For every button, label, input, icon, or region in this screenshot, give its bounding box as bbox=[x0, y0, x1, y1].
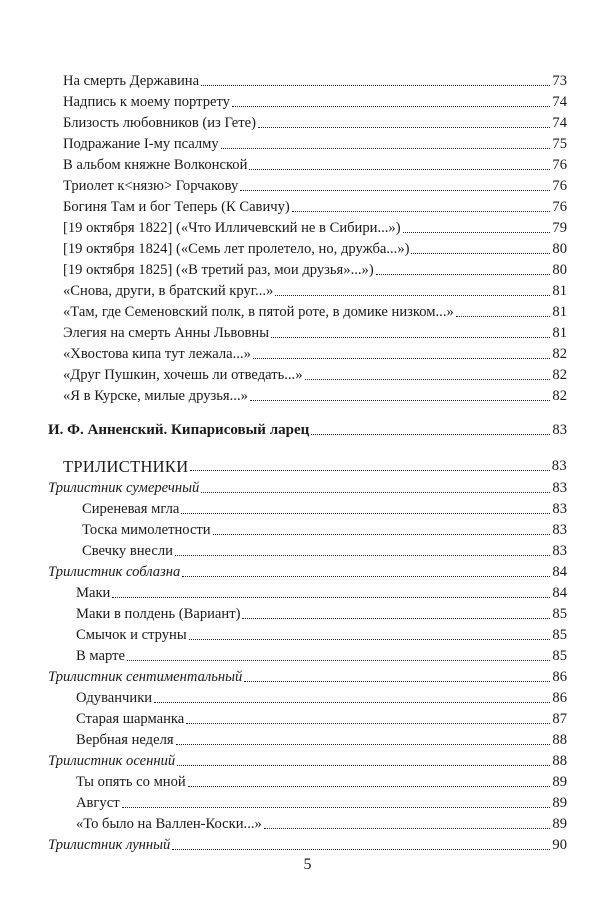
toc-group-heading: Трилистник соблазна 84 bbox=[48, 564, 567, 580]
dot-leader bbox=[175, 555, 550, 556]
toc-entry: Богиня Там и бог Теперь (К Савичу) 76 bbox=[63, 199, 567, 215]
toc-entry: «Там, где Семеновский полк, в пятой роте, в домике низком...» 81 bbox=[63, 304, 567, 320]
page-ref: 88 bbox=[552, 753, 567, 769]
dot-leader bbox=[271, 337, 550, 338]
dot-leader bbox=[232, 106, 550, 107]
dot-leader bbox=[177, 765, 550, 766]
page-ref: 88 bbox=[552, 732, 567, 748]
dot-leader bbox=[172, 849, 550, 850]
toc-entry: [19 октября 1825] («В третий раз, мои друзья»...») 80 bbox=[63, 262, 567, 278]
toc-entry: Одуванчики 86 bbox=[76, 690, 567, 706]
toc-entry: В марте 85 bbox=[76, 648, 567, 664]
toc-entry: «То было на Валлен-Коски...» 89 bbox=[76, 816, 567, 832]
toc-entry: «Я в Курске, милые друзья...» 82 bbox=[63, 388, 567, 404]
dot-leader bbox=[201, 85, 550, 86]
toc-entry: Сиреневая мгла 83 bbox=[82, 501, 567, 517]
dot-leader bbox=[456, 316, 551, 317]
page-ref: 83 bbox=[552, 522, 567, 538]
toc-entry: «Друг Пушкин, хочешь ли отведать...» 82 bbox=[63, 367, 567, 383]
page-ref: 81 bbox=[552, 325, 567, 341]
dot-leader bbox=[127, 660, 550, 661]
toc-entry: Подражание I-му псалму 75 bbox=[63, 136, 567, 152]
dot-leader bbox=[376, 274, 551, 275]
toc-entry: Маки в полдень (Вариант) 85 bbox=[76, 606, 567, 622]
page-ref: 82 bbox=[552, 367, 567, 383]
page-ref: 83 bbox=[552, 501, 567, 517]
page-ref: 79 bbox=[552, 220, 567, 236]
dot-leader bbox=[186, 723, 550, 724]
page-ref: 84 bbox=[552, 564, 567, 580]
page-ref: 83 bbox=[552, 543, 567, 559]
dot-leader bbox=[242, 618, 550, 619]
page-ref: 89 bbox=[552, 795, 567, 811]
dot-leader bbox=[182, 576, 550, 577]
toc-entry: [19 октября 1824] («Семь лет пролетело, но, дружба...») 80 bbox=[63, 241, 567, 257]
toc-entry: Близость любовников (из Гете) 74 bbox=[63, 115, 567, 131]
page-ref: 76 bbox=[552, 199, 567, 215]
toc-entry: Элегия на смерть Анны Львовны 81 bbox=[63, 325, 567, 341]
dot-leader bbox=[190, 470, 549, 471]
toc-entry: На смерть Державина 73 bbox=[63, 73, 567, 89]
page-ref: 86 bbox=[552, 669, 567, 685]
dot-leader bbox=[240, 190, 550, 191]
dot-leader bbox=[176, 744, 551, 745]
page-ref: 74 bbox=[552, 115, 567, 131]
page-ref: 76 bbox=[552, 157, 567, 173]
page-ref: 84 bbox=[552, 585, 567, 601]
toc-entry: Август 89 bbox=[76, 795, 567, 811]
toc-entry: Ты опять со мной 89 bbox=[76, 774, 567, 790]
page-ref: 81 bbox=[552, 283, 567, 299]
page-ref: 73 bbox=[552, 73, 567, 89]
page-ref: 90 bbox=[552, 837, 567, 853]
dot-leader bbox=[403, 232, 551, 233]
page-ref: 87 bbox=[552, 711, 567, 727]
page-ref: 86 bbox=[552, 690, 567, 706]
toc-subsection-heading: ТРИЛИСТНИКИ 83 bbox=[63, 457, 567, 476]
page-ref: 82 bbox=[552, 346, 567, 362]
toc-entry: Старая шарманка 87 bbox=[76, 711, 567, 727]
page-ref: 80 bbox=[552, 262, 567, 278]
page-ref: 83 bbox=[552, 480, 567, 496]
page-ref: 85 bbox=[552, 627, 567, 643]
dot-leader bbox=[411, 253, 550, 254]
toc-group-heading: Трилистник осенний 88 bbox=[48, 753, 567, 769]
page-ref: 85 bbox=[552, 648, 567, 664]
page-ref: 74 bbox=[552, 94, 567, 110]
toc-entry: Надпись к моему портрету 74 bbox=[63, 94, 567, 110]
dot-leader bbox=[181, 513, 550, 514]
page-ref: 75 bbox=[552, 136, 567, 152]
toc-entry: [19 октября 1822] («Что Илличевский не в Сибири...») 79 bbox=[63, 220, 567, 236]
page-number: 5 bbox=[303, 856, 312, 873]
toc-section-heading: И. Ф. Анненский. Кипарисовый ларец 83 bbox=[48, 422, 567, 438]
dot-leader bbox=[189, 639, 551, 640]
toc-entry: «Хвостова кипа тут лежала...» 82 bbox=[63, 346, 567, 362]
dot-leader bbox=[201, 492, 550, 493]
page-ref: 85 bbox=[552, 606, 567, 622]
dot-leader bbox=[258, 127, 550, 128]
dot-leader bbox=[292, 211, 551, 212]
dot-leader bbox=[264, 828, 551, 829]
toc-entry: Тоска мимолетности 83 bbox=[82, 522, 567, 538]
page-ref: 80 bbox=[552, 241, 567, 257]
dot-leader bbox=[122, 807, 551, 808]
toc-group-heading: Трилистник сентиментальный 86 bbox=[48, 669, 567, 685]
dot-leader bbox=[112, 597, 550, 598]
page-ref: 81 bbox=[552, 304, 567, 320]
toc-entry: Вербная неделя 88 bbox=[76, 732, 567, 748]
toc-group-heading: Трилистник лунный 90 bbox=[48, 837, 567, 853]
page-ref: 76 bbox=[552, 178, 567, 194]
dot-leader bbox=[250, 400, 551, 401]
dot-leader bbox=[221, 148, 551, 149]
dot-leader bbox=[253, 358, 551, 359]
dot-leader bbox=[249, 169, 550, 170]
page-ref: 83 bbox=[551, 458, 567, 474]
toc-entry: Свечку внесли 83 bbox=[82, 543, 567, 559]
page-ref: 82 bbox=[552, 388, 567, 404]
page-ref: 89 bbox=[552, 774, 567, 790]
page-ref: 83 bbox=[552, 422, 567, 438]
dot-leader bbox=[305, 379, 551, 380]
dot-leader bbox=[154, 702, 550, 703]
dot-leader bbox=[244, 681, 550, 682]
toc-entry: Смычок и струны 85 bbox=[76, 627, 567, 643]
toc-entry: Триолет к<нязю> Горчакову 76 bbox=[63, 178, 567, 194]
toc-entry: Маки 84 bbox=[76, 585, 567, 601]
dot-leader bbox=[213, 534, 551, 535]
page-ref: 89 bbox=[552, 816, 567, 832]
toc-entry: «Снова, други, в братский круг...» 81 bbox=[63, 283, 567, 299]
toc-group-heading: Трилистник сумеречный 83 bbox=[48, 480, 567, 496]
dot-leader bbox=[275, 295, 550, 296]
dot-leader bbox=[311, 434, 550, 435]
toc-entry: В альбом княжне Волконской 76 bbox=[63, 157, 567, 173]
dot-leader bbox=[188, 786, 551, 787]
